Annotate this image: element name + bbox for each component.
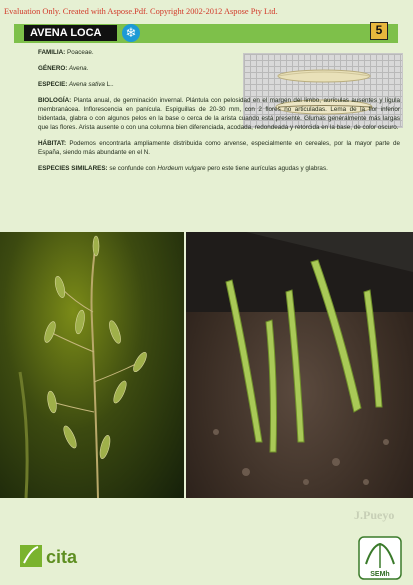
biologia-value: Planta anual, de germinación invernal. Plántula con pelosidad en el margen del limbo, aurículas ausentes y lígula membranácea. Inflorescencia en panícula. Espiguillas de 20-30 mm, con 2 flores no articuladas. Lema de la flor inferior bidentada, glabra o con algunos pelos en la base o cerca de la arista cuando está presente. Glumas generalmente más largas que las flores. Arista ausente o con una columna bien diferenciada, acodada, redondeada y retorcida en la base, de color oscuro. [38,97,400,131]
especie-line [38,80,400,89]
semh-logo [358,536,402,580]
panicle-photo [0,232,184,498]
cita-logo-text: cita [46,547,78,567]
biologia-label: BIOLOGÍA: [38,97,72,104]
similares-post: pero este tiene aurículas agudas y glabras. [205,165,328,172]
especie-author: L.. [104,81,114,88]
especie-label: ESPECIE: [38,81,68,88]
semh-logo-text: SEMh [370,571,390,578]
habitat-paragraph [38,139,400,157]
similares-pre: se confunde con [107,165,158,172]
familia-line [38,48,400,57]
habitat-label: HÁBITAT: [38,140,67,147]
watermark-text: Evaluation Only. Created with Aspose.Pdf. Copyright 2002-2012 Aspose Pty Ltd. [4,7,278,16]
page-number: 5 [370,22,388,40]
similares-species: Hordeum vulgare [157,165,206,172]
familia-value: Poaceae. [65,49,94,56]
biologia-paragraph [38,96,400,132]
cita-logo [20,541,92,573]
genero-value: Avena. [67,65,89,72]
similares-label: ESPECIES SIMILARES: [38,165,108,172]
snowflake-icon: ❄ [122,24,140,42]
habitat-value: Podemos encontrarla ampliamente distribuida como arvense, especialmente en cereales, por la mayor parte de España, siendo más abundante en el N. [38,140,400,156]
genero-line [38,64,400,73]
photo-credit: J.Pueyo [354,508,395,522]
page-title: AVENA LOCA [24,25,117,41]
familia-label: FAMILIA: [38,49,66,56]
genero-label: GÉNERO: [38,65,68,72]
especie-value: Avena sativa [67,81,105,88]
seedlings-photo [186,232,413,498]
similares-paragraph [38,164,400,173]
species-description [38,48,400,180]
